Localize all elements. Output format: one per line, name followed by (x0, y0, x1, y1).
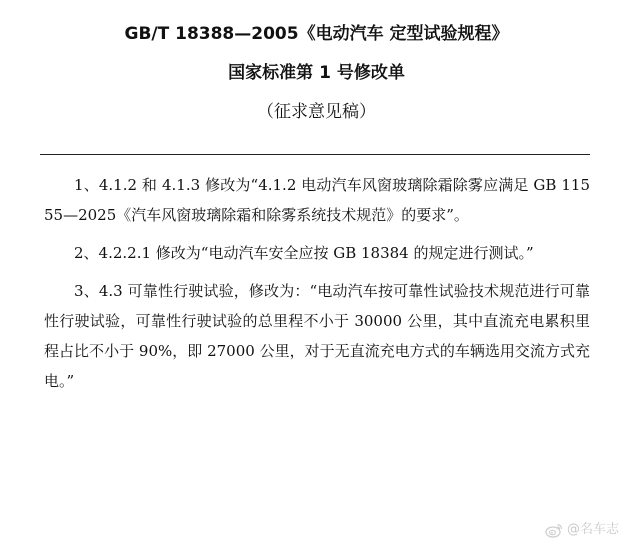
document-title: GB/T 18388—2005《电动汽车 定型试验规程》 (124, 24, 509, 44)
document-status: （征求意见稿） (257, 102, 376, 122)
weibo-logo-icon (545, 522, 563, 538)
amendment-item-2: 2、4.2.2.1 修改为“电动汽车安全应按 GB 18384 的规定进行测试。” (74, 244, 534, 262)
header-divider (40, 154, 590, 155)
watermark-text: @名车志 (566, 522, 619, 537)
document-subtitle: 国家标准第 1 号修改单 (228, 63, 405, 83)
amendment-item-3: 3、4.3 可靠性行驶试验，修改为：“电动汽车按可靠性试验技术规范进行可靠性行驶试验，可靠性行驶试验的总里程不小于 30000 公里，其中直流充电累积里程占比不小于 90%，即 27000 公里，对于无直流充电方式的车辆选用交流方式充电。” (44, 282, 590, 390)
amendment-item-1: 1、4.1.2 和 4.1.3 修改为“4.1.2 电动汽车风窗玻璃除霜除雾应满足 GB 11555—2025《汽车风窗玻璃除霜和除雾系统技术规范》的要求”。 (44, 176, 590, 224)
watermark (545, 522, 619, 538)
document-body (44, 170, 590, 404)
